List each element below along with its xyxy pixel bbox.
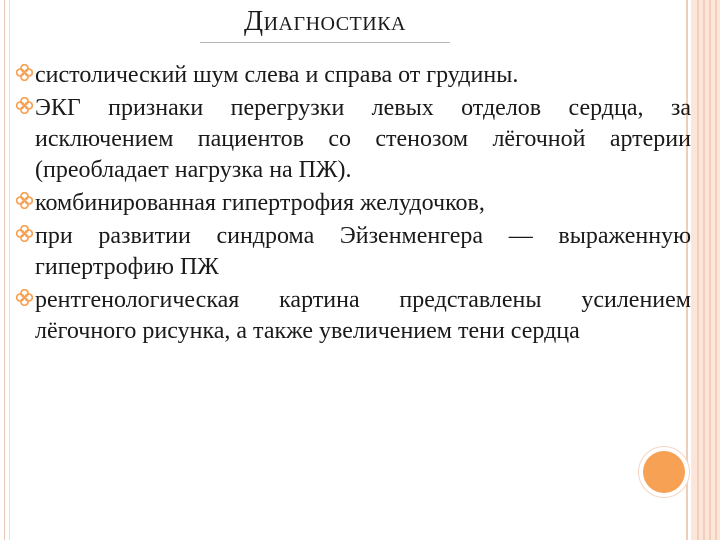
band-stripe — [697, 0, 699, 540]
bullet-text: при развитии синдрома Эйзенменгера — выраженную гипертрофию ПЖ — [35, 223, 691, 280]
bullet-item — [16, 285, 691, 347]
orange-circle-icon — [639, 447, 689, 497]
bullet-item — [16, 221, 691, 283]
slide-title-text: Диагностика — [244, 6, 406, 37]
band-stripe — [709, 0, 711, 540]
left-frame-line — [4, 0, 5, 540]
orange-circle-fill — [643, 451, 685, 493]
bullet-text: систолический шум слева и справа от грудины. — [35, 62, 519, 88]
flower-bullet-icon — [16, 97, 33, 114]
bullet-text: ЭКГ признаки перегрузки левых отделов сердца, за исключением пациентов со стенозом лёгочной артерии (преобладает нагрузка на ПЖ). — [35, 95, 691, 183]
flower-bullet-icon — [16, 289, 33, 306]
bullet-text: рентгенологическая картина представлены усилением лёгочного рисунка, а также увеличением тени сердца — [35, 287, 691, 344]
bullet-item — [16, 188, 691, 219]
flower-bullet-icon — [16, 64, 33, 81]
left-frame-line-inner — [9, 0, 10, 540]
title-underline — [200, 42, 450, 43]
slide-title — [0, 6, 650, 43]
band-stripe — [715, 0, 717, 540]
bullet-list — [16, 60, 691, 349]
bullet-item — [16, 93, 691, 186]
bullet-item — [16, 60, 691, 91]
band-stripe — [703, 0, 705, 540]
bullet-text: комбинированная гипертрофия желудочков, — [35, 190, 485, 216]
flower-bullet-icon — [16, 192, 33, 209]
right-decorative-band — [686, 0, 720, 540]
flower-bullet-icon — [16, 225, 33, 242]
